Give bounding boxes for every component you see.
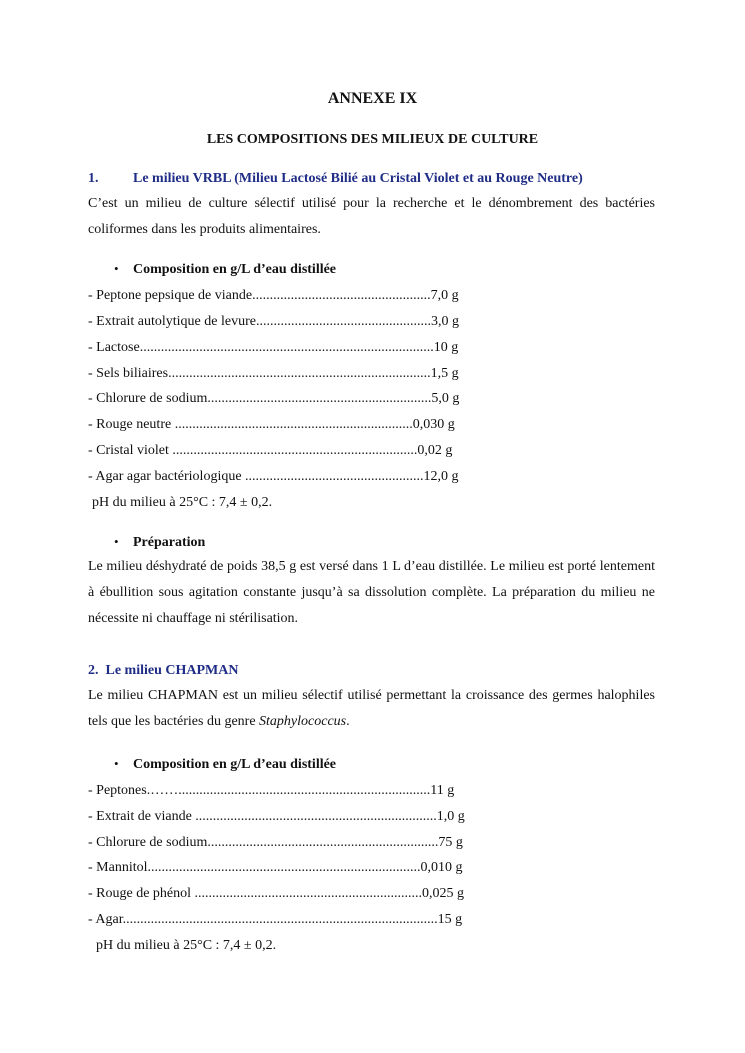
composition-item: - Agar..........................................................................................15 g (88, 912, 463, 927)
genus-name: Staphylococcus (259, 714, 347, 729)
section2-composition-heading: Composition en g/L d’eau distillée (133, 757, 337, 772)
composition-item: - Peptone pepsique de viande...................................................7,0 g (88, 288, 459, 303)
composition-item: - Cristal violet ......................................................................0,02 g (88, 443, 453, 458)
composition-item: - Extrait de viande .....................................................................1,0 g (88, 809, 465, 824)
composition-item: - Rouge de phénol .................................................................0,025 g (88, 886, 465, 901)
bullet-icon: • (114, 756, 119, 771)
section1-preparation: Le milieu déshydraté de poids 38,5 g est versé dans 1 L d’eau distillée. Le milieu est porté lentement à ébullition sous agitation constante jusqu’à sa dissolution complète. La préparation du milieu ne nécessite ni chauffage ni stérilisation. (88, 559, 655, 626)
section1-preparation-heading: Préparation (133, 535, 206, 550)
section1-number: 1. (88, 171, 99, 186)
section2-intro (88, 683, 655, 735)
composition-item: - Peptones.……........................................................................11 g (88, 783, 455, 798)
composition-item: - Chlorure de sodium................................................................5,0 g (88, 391, 460, 406)
bullet-icon: • (114, 534, 119, 549)
section2-intro-text: Le milieu CHAPMAN est un milieu sélectif utilisé permettant la croissance des germes halophiles tels que les bactéries du genre (88, 688, 655, 729)
bullet-icon: • (114, 261, 119, 276)
section2-ph: pH du milieu à 25°C : 7,4 ± 0,2. (96, 938, 277, 953)
composition-item: - Mannitol..............................................................................0,010 g (88, 860, 463, 875)
section1-composition-heading: Composition en g/L d’eau distillée (133, 262, 337, 277)
section1-ph: pH du milieu à 25°C : 7,4 ± 0,2. (92, 495, 273, 510)
composition-item: - Sels biliaires...........................................................................1,5 g (88, 366, 459, 381)
section2-intro-end: . (346, 714, 350, 729)
section1-heading: Le milieu VRBL (Milieu Lactosé Bilié au Cristal Violet et au Rouge Neutre) (133, 171, 583, 186)
composition-item: - Agar agar bactériologique ...................................................12,0 g (88, 469, 459, 484)
composition-item: - Chlorure de sodium..................................................................75 g (88, 835, 463, 850)
composition-item: - Lactose....................................................................................10 g (88, 340, 459, 355)
section2-heading: 2. Le milieu CHAPMAN (88, 663, 239, 678)
section1-intro: C’est un milieu de culture sélectif utilisé pour la recherche et le dénombrement des bactéries coliformes dans les produits alimentaires. (88, 196, 655, 237)
composition-item: - Extrait autolytique de levure..................................................3,0 g (88, 314, 459, 329)
page-title: ANNEXE IX (327, 90, 418, 107)
composition-item: - Rouge neutre ....................................................................0,030 g (88, 417, 455, 432)
page-subtitle: LES COMPOSITIONS DES MILIEUX DE CULTURE (206, 132, 539, 147)
